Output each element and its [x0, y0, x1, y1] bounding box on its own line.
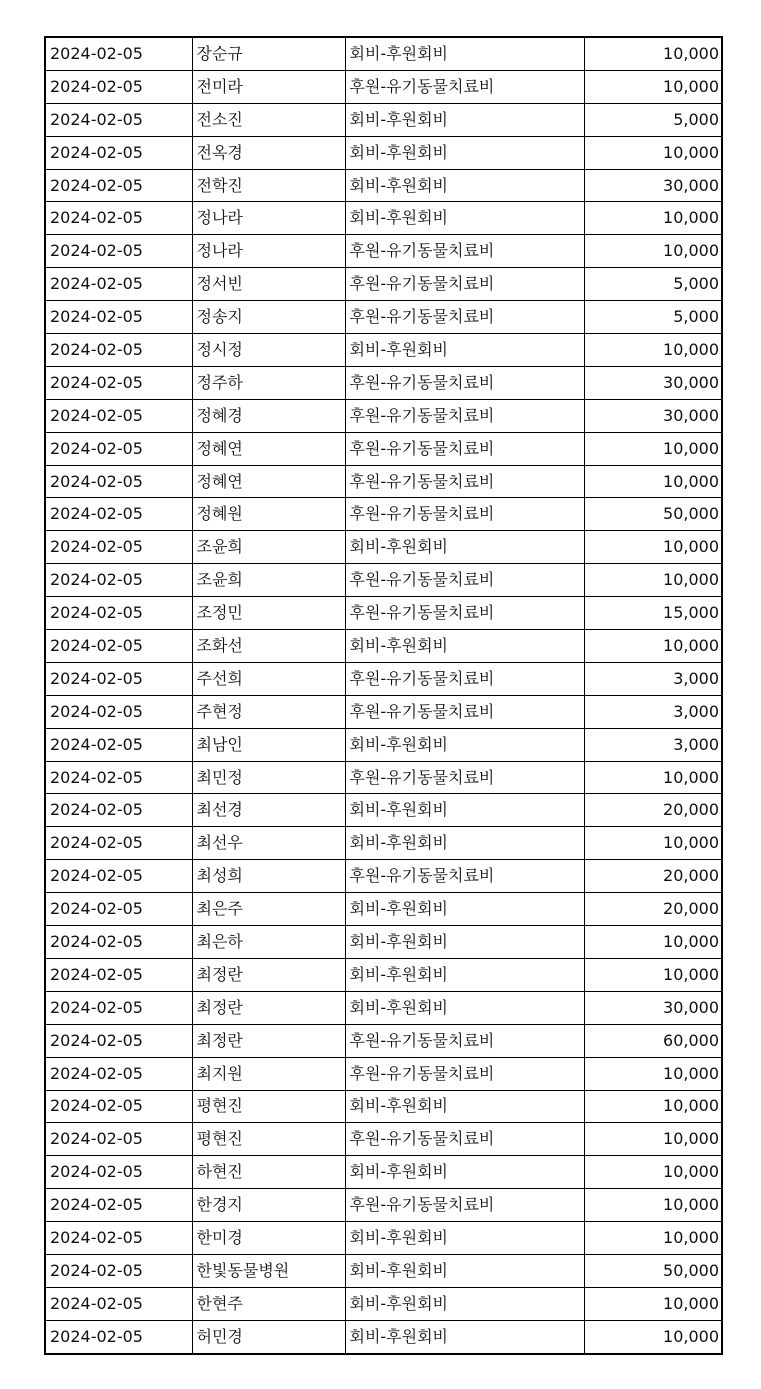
amount-cell: 10,000	[584, 1287, 722, 1320]
category-cell: 회비-후원회비	[345, 37, 584, 70]
category-cell: 회비-후원회비	[345, 1222, 584, 1255]
date-cell: 2024-02-05	[45, 991, 192, 1024]
date-cell: 2024-02-05	[45, 695, 192, 728]
table-row	[45, 103, 722, 136]
amount-cell: 20,000	[584, 893, 722, 926]
name-cell: 최선경	[192, 794, 345, 827]
name-cell: 조윤희	[192, 564, 345, 597]
category-cell: 후원-유기동물치료비	[345, 1123, 584, 1156]
date-cell: 2024-02-05	[45, 103, 192, 136]
donation-table	[44, 36, 723, 1355]
name-cell: 정시정	[192, 334, 345, 367]
date-cell: 2024-02-05	[45, 728, 192, 761]
name-cell: 정주하	[192, 366, 345, 399]
amount-cell: 10,000	[584, 465, 722, 498]
name-cell: 최정란	[192, 991, 345, 1024]
amount-cell: 10,000	[584, 926, 722, 959]
date-cell: 2024-02-05	[45, 498, 192, 531]
name-cell: 최성희	[192, 860, 345, 893]
table-row	[45, 630, 722, 663]
date-cell: 2024-02-05	[45, 662, 192, 695]
table-row	[45, 465, 722, 498]
table-row	[45, 37, 722, 70]
name-cell: 정혜경	[192, 399, 345, 432]
date-cell: 2024-02-05	[45, 432, 192, 465]
amount-cell: 10,000	[584, 432, 722, 465]
amount-cell: 30,000	[584, 169, 722, 202]
amount-cell: 60,000	[584, 1024, 722, 1057]
name-cell: 한빛동물병원	[192, 1254, 345, 1287]
table-row	[45, 498, 722, 531]
date-cell: 2024-02-05	[45, 827, 192, 860]
amount-cell: 10,000	[584, 531, 722, 564]
amount-cell: 5,000	[584, 103, 722, 136]
category-cell: 회비-후원회비	[345, 728, 584, 761]
name-cell: 정혜연	[192, 465, 345, 498]
amount-cell: 10,000	[584, 564, 722, 597]
category-cell: 후원-유기동물치료비	[345, 235, 584, 268]
category-cell: 회비-후원회비	[345, 1320, 584, 1353]
date-cell: 2024-02-05	[45, 860, 192, 893]
name-cell: 정혜원	[192, 498, 345, 531]
date-cell: 2024-02-05	[45, 1320, 192, 1353]
name-cell: 한미경	[192, 1222, 345, 1255]
amount-cell: 10,000	[584, 958, 722, 991]
table-row	[45, 728, 722, 761]
category-cell: 회비-후원회비	[345, 1254, 584, 1287]
amount-cell: 50,000	[584, 1254, 722, 1287]
category-cell: 회비-후원회비	[345, 202, 584, 235]
category-cell: 후원-유기동물치료비	[345, 564, 584, 597]
category-cell: 회비-후원회비	[345, 893, 584, 926]
donation-table-body	[45, 37, 722, 1354]
name-cell: 주현정	[192, 695, 345, 728]
date-cell: 2024-02-05	[45, 334, 192, 367]
date-cell: 2024-02-05	[45, 465, 192, 498]
name-cell: 전소진	[192, 103, 345, 136]
name-cell: 정나라	[192, 235, 345, 268]
table-row	[45, 531, 722, 564]
date-cell: 2024-02-05	[45, 531, 192, 564]
date-cell: 2024-02-05	[45, 794, 192, 827]
name-cell: 최정란	[192, 1024, 345, 1057]
amount-cell: 10,000	[584, 1156, 722, 1189]
category-cell: 회비-후원회비	[345, 827, 584, 860]
amount-cell: 3,000	[584, 662, 722, 695]
category-cell: 회비-후원회비	[345, 531, 584, 564]
category-cell: 회비-후원회비	[345, 991, 584, 1024]
name-cell: 최정란	[192, 958, 345, 991]
category-cell: 후원-유기동물치료비	[345, 268, 584, 301]
date-cell: 2024-02-05	[45, 1024, 192, 1057]
amount-cell: 10,000	[584, 1320, 722, 1353]
date-cell: 2024-02-05	[45, 268, 192, 301]
amount-cell: 5,000	[584, 268, 722, 301]
table-row	[45, 301, 722, 334]
date-cell: 2024-02-05	[45, 169, 192, 202]
amount-cell: 20,000	[584, 860, 722, 893]
table-row	[45, 366, 722, 399]
date-cell: 2024-02-05	[45, 761, 192, 794]
amount-cell: 10,000	[584, 761, 722, 794]
category-cell: 후원-유기동물치료비	[345, 432, 584, 465]
name-cell: 정혜연	[192, 432, 345, 465]
category-cell: 회비-후원회비	[345, 169, 584, 202]
category-cell: 후원-유기동물치료비	[345, 695, 584, 728]
date-cell: 2024-02-05	[45, 1287, 192, 1320]
amount-cell: 30,000	[584, 399, 722, 432]
table-row	[45, 564, 722, 597]
name-cell: 평현진	[192, 1090, 345, 1123]
amount-cell: 10,000	[584, 630, 722, 663]
date-cell: 2024-02-05	[45, 564, 192, 597]
table-row	[45, 334, 722, 367]
table-row	[45, 235, 722, 268]
date-cell: 2024-02-05	[45, 70, 192, 103]
amount-cell: 30,000	[584, 991, 722, 1024]
table-row	[45, 1189, 722, 1222]
category-cell: 후원-유기동물치료비	[345, 597, 584, 630]
table-row	[45, 1222, 722, 1255]
date-cell: 2024-02-05	[45, 1090, 192, 1123]
donation-ledger	[44, 36, 723, 1355]
category-cell: 후원-유기동물치료비	[345, 860, 584, 893]
category-cell: 회비-후원회비	[345, 136, 584, 169]
date-cell: 2024-02-05	[45, 136, 192, 169]
name-cell: 주선희	[192, 662, 345, 695]
category-cell: 후원-유기동물치료비	[345, 1057, 584, 1090]
date-cell: 2024-02-05	[45, 1254, 192, 1287]
name-cell: 한경지	[192, 1189, 345, 1222]
name-cell: 최은하	[192, 926, 345, 959]
table-row	[45, 926, 722, 959]
category-cell: 회비-후원회비	[345, 103, 584, 136]
table-row	[45, 597, 722, 630]
table-row	[45, 1320, 722, 1353]
amount-cell: 10,000	[584, 136, 722, 169]
table-row	[45, 1254, 722, 1287]
category-cell: 회비-후원회비	[345, 1090, 584, 1123]
name-cell: 최지원	[192, 1057, 345, 1090]
table-row	[45, 70, 722, 103]
category-cell: 후원-유기동물치료비	[345, 1189, 584, 1222]
name-cell: 조화선	[192, 630, 345, 663]
date-cell: 2024-02-05	[45, 1222, 192, 1255]
name-cell: 정나라	[192, 202, 345, 235]
table-row	[45, 695, 722, 728]
table-row	[45, 399, 722, 432]
table-row	[45, 136, 722, 169]
name-cell: 한현주	[192, 1287, 345, 1320]
date-cell: 2024-02-05	[45, 630, 192, 663]
table-row	[45, 794, 722, 827]
table-row	[45, 1024, 722, 1057]
name-cell: 전미라	[192, 70, 345, 103]
date-cell: 2024-02-05	[45, 366, 192, 399]
category-cell: 후원-유기동물치료비	[345, 366, 584, 399]
date-cell: 2024-02-05	[45, 597, 192, 630]
date-cell: 2024-02-05	[45, 1156, 192, 1189]
table-row	[45, 991, 722, 1024]
name-cell: 최민정	[192, 761, 345, 794]
amount-cell: 10,000	[584, 202, 722, 235]
date-cell: 2024-02-05	[45, 893, 192, 926]
name-cell: 조정민	[192, 597, 345, 630]
amount-cell: 10,000	[584, 235, 722, 268]
name-cell: 정송지	[192, 301, 345, 334]
category-cell: 후원-유기동물치료비	[345, 1024, 584, 1057]
name-cell: 허민경	[192, 1320, 345, 1353]
table-row	[45, 1057, 722, 1090]
amount-cell: 5,000	[584, 301, 722, 334]
category-cell: 회비-후원회비	[345, 630, 584, 663]
amount-cell: 3,000	[584, 695, 722, 728]
amount-cell: 3,000	[584, 728, 722, 761]
name-cell: 평현진	[192, 1123, 345, 1156]
date-cell: 2024-02-05	[45, 37, 192, 70]
name-cell: 조윤희	[192, 531, 345, 564]
table-row	[45, 761, 722, 794]
table-row	[45, 268, 722, 301]
table-row	[45, 1123, 722, 1156]
amount-cell: 50,000	[584, 498, 722, 531]
name-cell: 장순규	[192, 37, 345, 70]
amount-cell: 10,000	[584, 37, 722, 70]
table-row	[45, 432, 722, 465]
name-cell: 전옥경	[192, 136, 345, 169]
amount-cell: 15,000	[584, 597, 722, 630]
name-cell: 최남인	[192, 728, 345, 761]
category-cell: 후원-유기동물치료비	[345, 662, 584, 695]
table-row	[45, 169, 722, 202]
category-cell: 후원-유기동물치료비	[345, 498, 584, 531]
amount-cell: 10,000	[584, 1090, 722, 1123]
name-cell: 하현진	[192, 1156, 345, 1189]
table-row	[45, 662, 722, 695]
date-cell: 2024-02-05	[45, 399, 192, 432]
amount-cell: 10,000	[584, 1189, 722, 1222]
date-cell: 2024-02-05	[45, 202, 192, 235]
date-cell: 2024-02-05	[45, 1123, 192, 1156]
category-cell: 회비-후원회비	[345, 958, 584, 991]
amount-cell: 20,000	[584, 794, 722, 827]
category-cell: 회비-후원회비	[345, 1156, 584, 1189]
table-row	[45, 958, 722, 991]
date-cell: 2024-02-05	[45, 301, 192, 334]
category-cell: 후원-유기동물치료비	[345, 761, 584, 794]
category-cell: 후원-유기동물치료비	[345, 399, 584, 432]
amount-cell: 10,000	[584, 1222, 722, 1255]
table-row	[45, 827, 722, 860]
category-cell: 후원-유기동물치료비	[345, 465, 584, 498]
amount-cell: 10,000	[584, 1057, 722, 1090]
amount-cell: 10,000	[584, 827, 722, 860]
amount-cell: 10,000	[584, 70, 722, 103]
name-cell: 정서빈	[192, 268, 345, 301]
category-cell: 후원-유기동물치료비	[345, 301, 584, 334]
category-cell: 회비-후원회비	[345, 334, 584, 367]
amount-cell: 30,000	[584, 366, 722, 399]
amount-cell: 10,000	[584, 334, 722, 367]
table-row	[45, 202, 722, 235]
date-cell: 2024-02-05	[45, 1189, 192, 1222]
table-row	[45, 893, 722, 926]
name-cell: 최선우	[192, 827, 345, 860]
date-cell: 2024-02-05	[45, 235, 192, 268]
category-cell: 회비-후원회비	[345, 926, 584, 959]
date-cell: 2024-02-05	[45, 958, 192, 991]
name-cell: 최은주	[192, 893, 345, 926]
table-row	[45, 1287, 722, 1320]
table-row	[45, 860, 722, 893]
name-cell: 전학진	[192, 169, 345, 202]
category-cell: 회비-후원회비	[345, 794, 584, 827]
date-cell: 2024-02-05	[45, 1057, 192, 1090]
date-cell: 2024-02-05	[45, 926, 192, 959]
category-cell: 후원-유기동물치료비	[345, 70, 584, 103]
table-row	[45, 1090, 722, 1123]
amount-cell: 10,000	[584, 1123, 722, 1156]
table-row	[45, 1156, 722, 1189]
category-cell: 회비-후원회비	[345, 1287, 584, 1320]
